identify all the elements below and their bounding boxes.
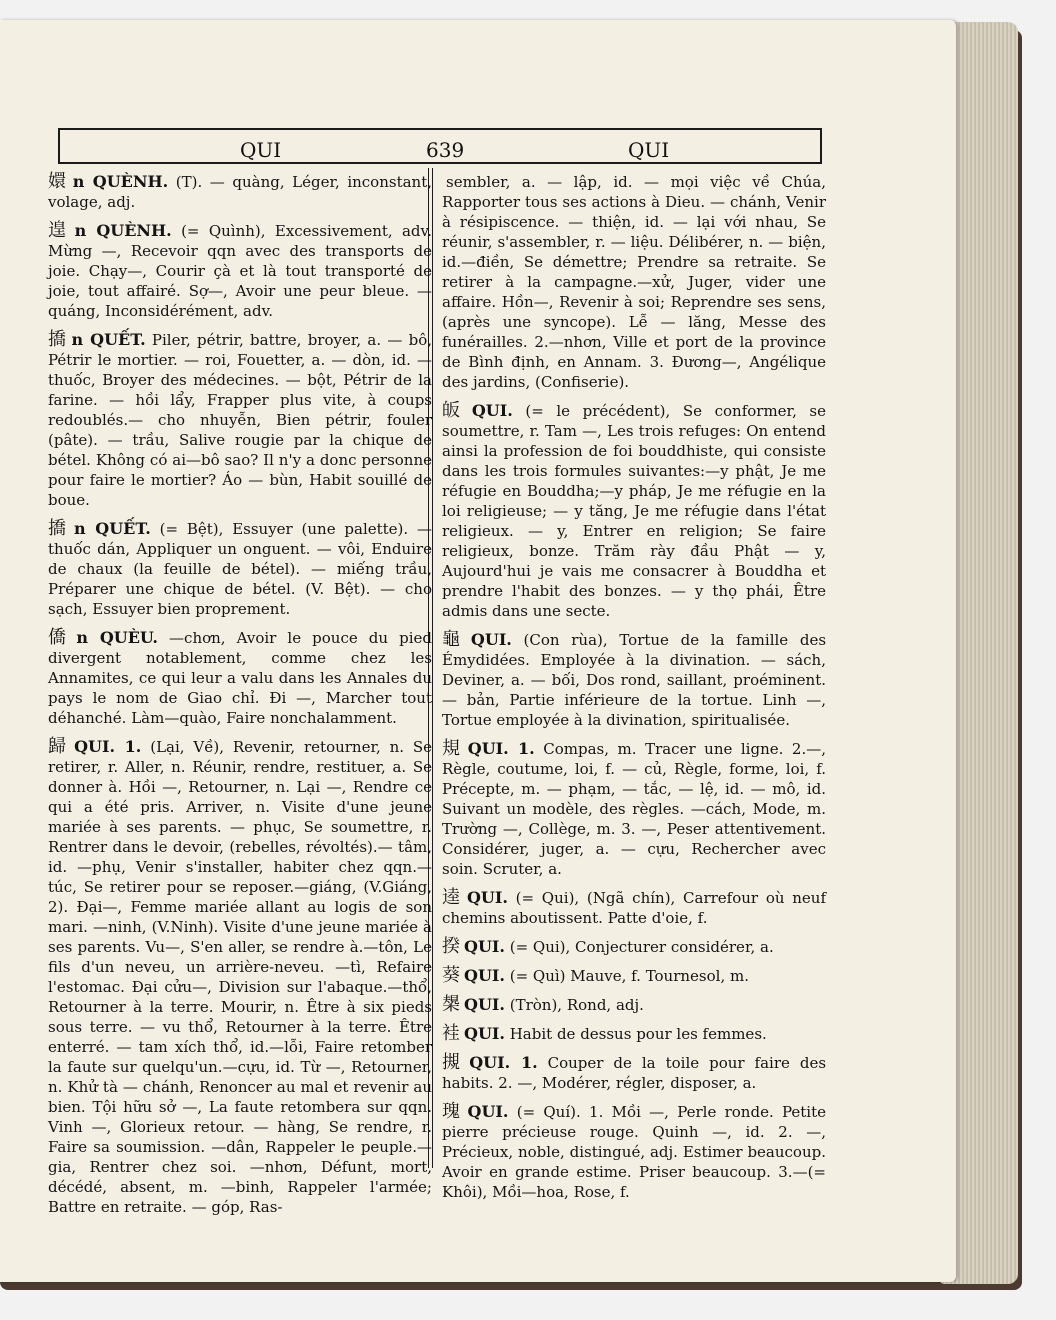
entry-text: (= Qui), (Ngã chín), Carrefour où neuf chemins aboutissent. Patte d'oie, f. xyxy=(442,889,827,927)
chinese-character: 撟 xyxy=(48,329,68,350)
headword: n QUÈNH. xyxy=(74,221,172,240)
dictionary-entry-continued xyxy=(442,172,826,392)
dictionary-entry xyxy=(48,221,432,321)
headword: QUI. xyxy=(466,888,508,907)
dictionary-entry xyxy=(48,628,432,728)
dictionary-entry xyxy=(442,995,826,1015)
entry-text: (= Quì) Mauve, f. Tournesol, m. xyxy=(504,967,749,985)
dictionary-entry xyxy=(48,737,432,1217)
dictionary-entry xyxy=(48,330,432,510)
chinese-character: 皈 xyxy=(442,400,468,421)
headword: n QUÈNH. xyxy=(72,172,169,191)
entry-text: Compas, m. Tracer une ligne. 2.—, Règle, coutume, loi, f. — củ, Règle, forme, loi, f. Précepte, m. — phạm, — tắc, — lệ, id. — mô, id. Suivant un modèle, des règles. —cách, Mode, m. Trường —, Collège, m. 3. —, Peser attentivement. Considérer, juger, a. — cựu, Rechercher avec soin. Scruter, a. xyxy=(442,740,826,878)
chinese-character: 僑 xyxy=(48,627,73,648)
entry-text: (T). — quàng, Léger, inconstant, volage, adj. xyxy=(48,173,433,211)
dictionary-entry xyxy=(442,966,826,986)
headword: QUI. xyxy=(464,1024,505,1043)
entry-text: (= Bệt), Essuyer (une palette). — thuốc dán, Appliquer un onguent. — vôi, Enduire de chaux (la feuille de bétel). — miếng trầu, Préparer une chique de bétel. (V. Bệt). — cho sạch, Essuyer bien proprement. xyxy=(48,520,432,618)
running-header xyxy=(58,128,822,164)
dictionary-entry xyxy=(442,1024,826,1044)
headword: QUI. xyxy=(464,937,505,956)
chinese-character: 槼 xyxy=(442,994,460,1015)
entry-text: (= Quình), Excessivement, adv. Mừng —, Recevoir qqn avec des transports de joie. Chạy—, Courir çà et là tout transporté de joie, tout affairé. Sợ—, Avoir une peur bleue. — quáng, Inconsidérément, adv. xyxy=(48,222,432,320)
dictionary-entry xyxy=(442,739,826,879)
header-left-word: QUI xyxy=(240,138,282,162)
entry-text: (Con rùa), Tortue de la famille des Émydidées. Employée à la divination. — sách, Deviner, a. — bối, Dos rond, saillant, proéminent.— bản, Partie inférieure de la tortue. Linh —, Tortue employée à la divination, spiritualisée. xyxy=(442,631,827,729)
entry-text: (= Qui), Conjecturer considérer, a. xyxy=(504,938,774,956)
headword: n QUẾT. xyxy=(74,519,151,538)
entry-text: (Lại, Về), Revenir, retourner, n. Se retirer, r. Aller, n. Réunir, rendre, restituer, a. Se donner à. Hồi —, Retourner, n. Lại —, Rendre ce qui a été pris. Arriver, n. Visite d'une jeune mariée à ses parents. — phục, Se soumettre, r. Rentrer dans le devoir, (rebelles, révoltés).— tâm, id. —phụ, Venir s'installer, habiter chez qqn.— túc, Se retirer pour se reposer.—giáng, (V.Giáng, 2). Đại—, Femme mariée allant au logis de son mari. —ninh, (V.Ninh). Visite d'une jeune mariée à ses parents. Vu—, S'en aller, se rendre à.—tôn, Le fils d'un neveu, un arrière-neveu. —tì, Refaire l'estomac. Đại cửu—, Division sur l'abaque.—thổ, Retourner à la terre. Mourir, n. Être à six pieds sous terre. — vu thổ, Retourner à la terre. Être enterré. — tam xích thổ, id.—lỗi, Faire retomber la faute sur quelqu'un.—cựu, id. Từ —, Retourner, n. Khử tà — chánh, Renoncer au mal et revenir au bien. Tội hữu sở —, La faute retombera sur qqn. Vinh —, Glorieux retour. — hàng, Se rendre, r. Faire sa soumission. —dân, Rappeler le peuple.—gia, Rentrer chez soi. —nhơn, Défunt, mort, décédé, absent, m. —binh, Rappeler l'armée; Battre en retraite. — góp, Ras- xyxy=(48,738,433,1216)
chinese-character: 龜 xyxy=(442,629,467,650)
headword: QUI. xyxy=(467,1102,509,1121)
headword: QUI. xyxy=(471,401,513,420)
entry-text: Couper de la toile pour faire des habits. 2. —, Modérer, régler, disposer, a. xyxy=(442,1054,827,1092)
entry-text: (= Quí). 1. Mồi —, Perle ronde. Petite pierre précieuse rouge. Quinh —, id. 2. —, Précieux, noble, distingué, adj. Estimer beaucoup. Avoir en grande estime. Priser beaucoup. 3.—(= Khôi), Mồi—hoa, Rose, f. xyxy=(442,1103,826,1201)
dictionary-entry xyxy=(442,937,826,957)
headword: QUI. xyxy=(464,995,505,1014)
dictionary-entry xyxy=(48,172,432,212)
entry-text: Piler, pétrir, battre, broyer, a. — bô, Pétrir le mortier. — roi, Fouetter, a. — dòn, id. — thuốc, Broyer des médecines. — bột, Pétrir de la farine. — hồi lẩy, Frapper plus vite, à coups redoublés.— cho nhuyễn, Bien pétrir, fouler (pâte). — trầu, Salive rougie par la chique de bétel. Không có ai—bô sao? Il n'y a donc personne pour faire le mortier? Áo — bùn, Habit souillé de boue. xyxy=(48,331,432,509)
entry-text: sembler, a. — lập, id. — mọi việc về Chúa, Rapporter tous ses actions à Dieu. — chánh, Venir à résipiscence. — thiện, id. — lại với nhau, Se réunir, s'assembler, r. — liệu. Délibérer, n. — biện, id.—điền, Se démettre; Prendre sa retraite. Se retirer à la campagne.—xử, Juger, vider une affaire. Hồn—, Revenir à soi; Reprendre ses sens, (après une syncope). Lễ — lăng, Messe des funérailles. 2.—nhơn, Ville et port de la province de Bình định, en Annam. 3. Đương—, Angélique des jardins, (Confiserie). xyxy=(442,173,826,391)
headword: n QUẾT. xyxy=(71,330,146,349)
chinese-character: 嬛 xyxy=(48,171,69,192)
page-number: 639 xyxy=(426,138,465,162)
entry-text: —chơn, Avoir le pouce du pied divergent notablement, comme chez les Annamites, ce qui leur a valu dans les Annales du pays le nom de Giao chỉ. Đi —, Marcher tout déhanché. Làm—quào, Faire nonchalamment. xyxy=(48,629,433,727)
dictionary-entry xyxy=(442,630,826,730)
dictionary-entry xyxy=(442,1053,826,1093)
header-right-word: QUI xyxy=(628,138,670,162)
headword: n QUÈU. xyxy=(76,628,158,647)
headword: QUI. 1. xyxy=(469,1053,538,1072)
chinese-character: 撟 xyxy=(48,518,71,539)
dictionary-entry xyxy=(48,519,432,619)
chinese-character: 遑 xyxy=(48,220,71,241)
headword: QUI. xyxy=(464,966,505,985)
entry-text: Habit de dessus pour les femmes. xyxy=(504,1025,767,1043)
dictionary-entry xyxy=(442,1102,826,1202)
chinese-character: 規 xyxy=(442,738,464,759)
dictionary-entry xyxy=(442,888,826,928)
headword: QUI. xyxy=(470,630,512,649)
chinese-character: 摫 xyxy=(442,1052,466,1073)
chinese-character: 揆 xyxy=(442,936,460,957)
headword: QUI. 1. xyxy=(74,737,142,756)
dictionary-entry xyxy=(442,401,826,621)
entry-text: (Tròn), Rond, adj. xyxy=(504,996,644,1014)
chinese-character: 瑰 xyxy=(442,1101,464,1122)
chinese-character: 葵 xyxy=(442,965,460,986)
right-column xyxy=(442,172,826,1211)
chinese-character: 逵 xyxy=(442,887,463,908)
entry-text: (= le précédent), Se conformer, se soumettre, r. Tam —, Les trois refuges: On entend ainsi la profession de foi bouddhiste, qui consiste dans les trois formules suivantes:—y phật, Je me réfugie en Bouddha;—y pháp, Je me réfugie en la loi religieuse; — y tăng, Je me réfugie dans l'état religieux. — y, Entrer en religion; Se faire religieux, bonze. Trăm rày đầu Phật — y, Aujourd'hui je vais me consacrer à Bouddha et prendre l'habit des bonzes. — y thọ phái, Être admis dans une secte. xyxy=(442,402,826,620)
headword: QUI. 1. xyxy=(467,739,535,758)
chinese-character: 袿 xyxy=(442,1023,460,1044)
chinese-character: 歸 xyxy=(48,736,71,757)
left-column xyxy=(48,172,432,1226)
